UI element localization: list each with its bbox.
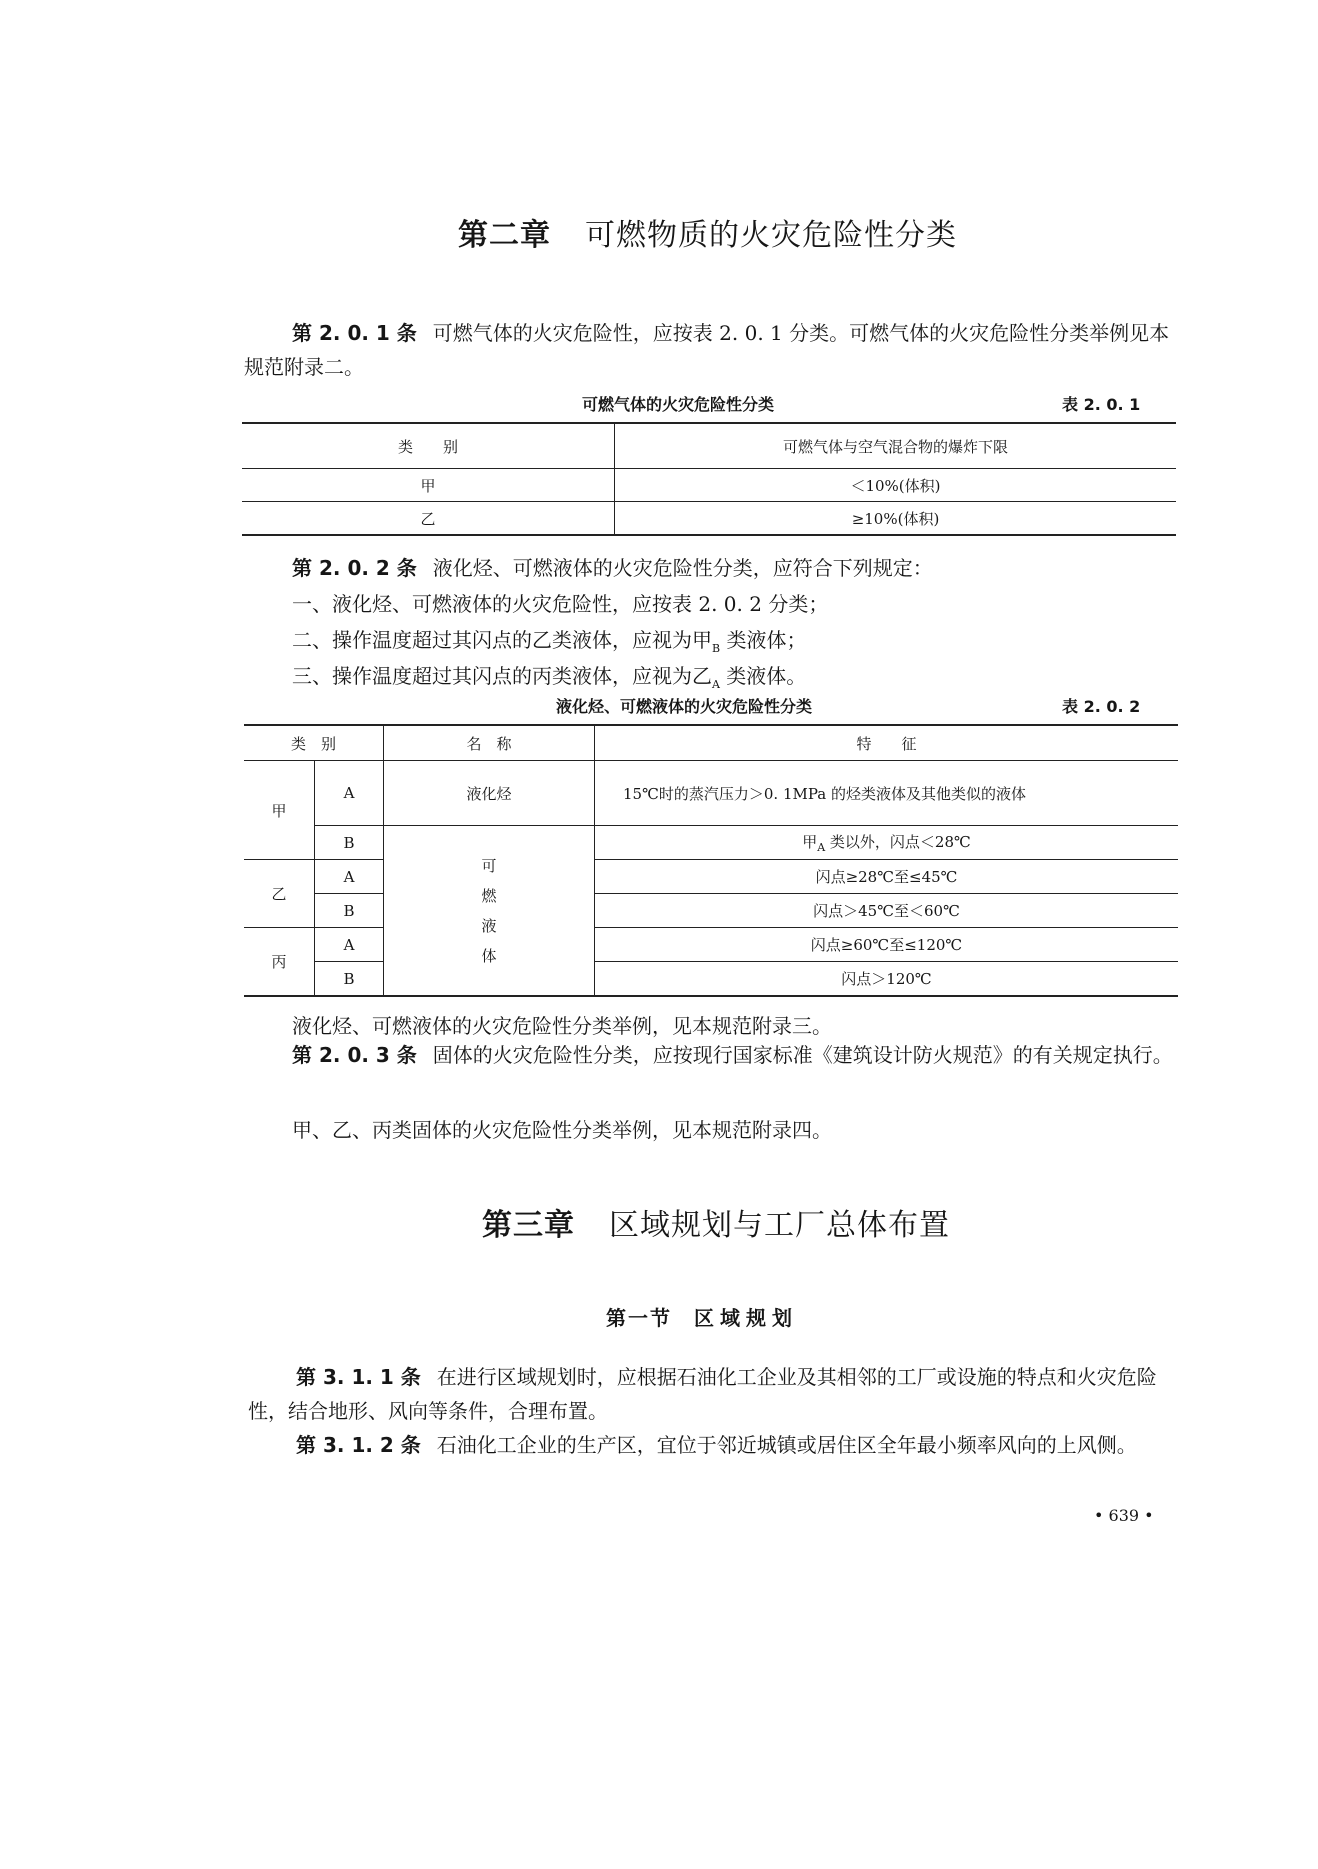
list-item-text: 三、操作温度超过其闪点的丙类液体，应视为乙: [292, 664, 712, 688]
table-cell: ＜10%(体积): [615, 469, 1177, 502]
subscript: A: [817, 841, 826, 854]
article-label: 第 2. 0. 2 条: [292, 556, 417, 580]
chapter-3-number: 第三章: [482, 1208, 575, 1243]
article-text: 可燃气体的火灾危险性，应按表 2. 0. 1 分类。可燃气体的火灾危险性分类举例见本规范附录二。: [244, 321, 1170, 379]
section-number: 第一节: [606, 1306, 672, 1330]
table-row: [244, 826, 1178, 860]
table-cell: ≥10%(体积): [851, 509, 940, 528]
article-label: 第 3. 1. 1 条: [296, 1365, 421, 1389]
chapter-2-number: 第二章: [458, 218, 551, 253]
paragraph: 液化烃、可燃液体的火灾危险性分类举例，见本规范附录三。: [292, 1014, 832, 1038]
article-text: 石油化工企业的生产区，宜位于邻近城镇或居住区全年最小频率风向的上风侧。: [436, 1433, 1137, 1457]
table-2-0-2-number: 表 2. 0. 2: [1062, 697, 1141, 716]
table-header: 名 称: [384, 725, 595, 761]
chapter-2-heading: [458, 210, 957, 254]
article-text: 固体的火灾危险性分类，应按现行国家标准《建筑设计防火规范》的有关规定执行。: [432, 1043, 1173, 1067]
table-2-0-1: [242, 422, 1176, 536]
table-header: 类 别: [242, 423, 615, 469]
table-header: 可燃气体与空气混合物的爆炸下限: [615, 423, 1177, 469]
list-item-text: 类液体。: [719, 664, 807, 688]
table-cell: 乙: [242, 502, 615, 536]
article-label: 第 2. 0. 3 条: [292, 1043, 417, 1067]
table-cell: 闪点＞120℃: [595, 962, 1179, 997]
table-cell: A: [315, 860, 384, 894]
article-text: 液化烃、可燃液体的火灾危险性分类，应符合下列规定：: [432, 556, 933, 580]
article-label: 第 3. 1. 2 条: [296, 1433, 421, 1457]
table-cell: B: [315, 826, 384, 860]
table-header: 类 别: [244, 725, 384, 761]
list-item-text: 类液体；: [720, 628, 807, 652]
list-item: [292, 624, 806, 655]
chapter-3-title: 区域规划与工厂总体布置: [609, 1208, 950, 1243]
table-cell: 闪点≥60℃至≤120℃: [595, 928, 1179, 962]
table-cell: 15℃时的蒸汽压力＞0. 1MPa 的烃类液体及其他类似的液体: [595, 761, 1179, 826]
subscript: B: [712, 642, 721, 655]
list-item: [292, 660, 806, 691]
section-1-heading: [606, 1302, 798, 1331]
table-cell: 液化烃: [384, 761, 595, 826]
list-item-text: 二、操作温度超过其闪点的乙类液体，应视为甲: [292, 628, 712, 652]
table-row: [242, 502, 1176, 536]
table-cell: A: [315, 928, 384, 962]
table-row: [242, 469, 1176, 502]
table-2-0-1-caption: 可燃气体的火灾危险性分类: [582, 395, 775, 414]
vertical-name: 可 燃 液 体: [481, 856, 497, 965]
table-cell: B: [315, 962, 384, 997]
chapter-2-title: 可燃物质的火灾危险性分类: [585, 218, 957, 253]
article-2-0-1: [244, 316, 1176, 384]
table-cell: 丙: [244, 928, 315, 997]
table-2-0-2: [244, 724, 1178, 997]
table-cell: 闪点≥28℃至≤45℃: [595, 860, 1179, 894]
article-text: 在进行区域规划时，应根据石油化工企业及其相邻的工厂或设施的特点和火灾危险性，结合地形、风向等条件，合理布置。: [248, 1365, 1157, 1423]
table-row: [244, 761, 1178, 826]
table-2-0-1-number: 表 2. 0. 1: [1062, 395, 1141, 414]
table-2-0-2-caption: 液化烃、可燃液体的火灾危险性分类: [556, 697, 813, 716]
article-3-1-1: [248, 1360, 1180, 1428]
table-cell: 甲: [242, 469, 615, 502]
list-item: 一、液化烃、可燃液体的火灾危险性，应按表 2. 0. 2 分类；: [292, 592, 829, 616]
paragraph: 甲、乙、丙类固体的火灾危险性分类举例，见本规范附录四。: [292, 1118, 832, 1142]
table-cell: 甲: [244, 761, 315, 860]
article-label: 第 2. 0. 1 条: [292, 321, 417, 345]
chapter-3-heading: [482, 1200, 950, 1244]
article-3-1-2: [248, 1428, 1180, 1462]
table-cell: [384, 826, 595, 997]
cell-text: 类以外，闪点＜28℃: [825, 833, 971, 851]
article-2-0-2: [292, 552, 933, 581]
cell-text: 甲: [802, 833, 818, 851]
article-2-0-3: [244, 1038, 1176, 1072]
table-cell: [595, 826, 1179, 860]
table-cell: B: [315, 894, 384, 928]
table-cell: A: [315, 761, 384, 826]
subscript: A: [712, 678, 720, 691]
table-cell: 乙: [244, 860, 315, 928]
section-title: 区域规划: [694, 1306, 798, 1330]
page-number: • 639 •: [1094, 1506, 1154, 1525]
table-header: 特 征: [595, 725, 1179, 761]
table-cell: 闪点＞45℃至＜60℃: [595, 894, 1179, 928]
